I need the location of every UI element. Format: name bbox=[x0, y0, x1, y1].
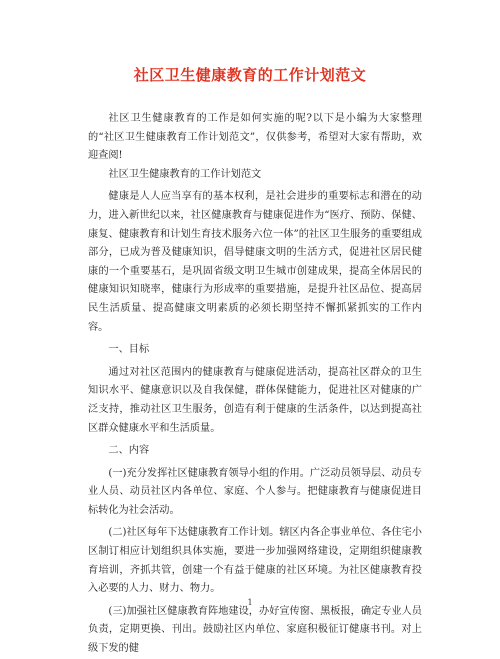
document-body bbox=[88, 110, 422, 659]
body-paragraph: (一)充分发挥社区健康教育领导小组的作用。广泛动员领导层、动员专业人员、动员社区内各单位、家庭、个人参与。把健康教育与健康促进目标转化为社会活动。 bbox=[88, 467, 422, 516]
body-paragraph: 健康是人人应当享有的基本权利，是社会进步的重要标志和潜在的动力，进入新世纪以来，社区健康教育与健康促进作为“医疗、预防、保健、康复、健康教育和计划生育技术服务六位一体”的社区卫生服务的重要组成部分，已成为普及健康知识，倡导健康文明的生活方式，促进社区居民健康的一个重要基石，是巩固省级文明卫生城市创建成果，提高全体居民的健康知识知晓率，健康行为形成率的重要措施，是提升社区品位、提高居民生活质量、提高健康文明素质的必须长期坚持不懈抓紧抓实的工作内容。 bbox=[88, 191, 422, 333]
body-paragraph: 通过对社区范围内的健康教育与健康促进活动，提高社区群众的卫生知识水平、健康意识以及自我保健，群体保健能力，促进社区对健康的广泛支持，推动社区卫生服务，创造有利于健康的生活条件，以达到提高社区群众健康水平和生活质量。 bbox=[88, 366, 422, 434]
intro-paragraph: 社区卫生健康教育的工作是如何实施的呢?以下是小编为大家整理的“社区卫生健康教育工作计划范文”，仅供参考，希望对大家有帮助，欢迎查阅! bbox=[88, 113, 422, 162]
section-heading: 二、内容 bbox=[108, 445, 150, 457]
section-heading: 一、目标 bbox=[108, 344, 150, 356]
document-title: 社区卫生健康教育的工作计划范文 bbox=[133, 66, 367, 84]
body-paragraph: (三)加强社区健康教育阵地建设，办好宣传窗、黑板报，确定专业人员负责，定期更换、刊出。鼓励社区内单位、家庭积极征订健康书刊。对上级下发的健 bbox=[88, 605, 422, 655]
subtitle-line: 社区卫生健康教育的工作计划范文 bbox=[108, 168, 262, 180]
page-number: 1 bbox=[247, 598, 253, 607]
body-paragraph: (二)社区每年下达健康教育工作计划。辖区内各企事业单位、各住宅小区制订相应计划组织具体实施，要进一步加强网络建设，定期组织健康教育培训，齐抓共管，创建一个有益于健康的社区环境。为社区健康教育投入必要的人力、财力、物力。 bbox=[88, 527, 422, 595]
